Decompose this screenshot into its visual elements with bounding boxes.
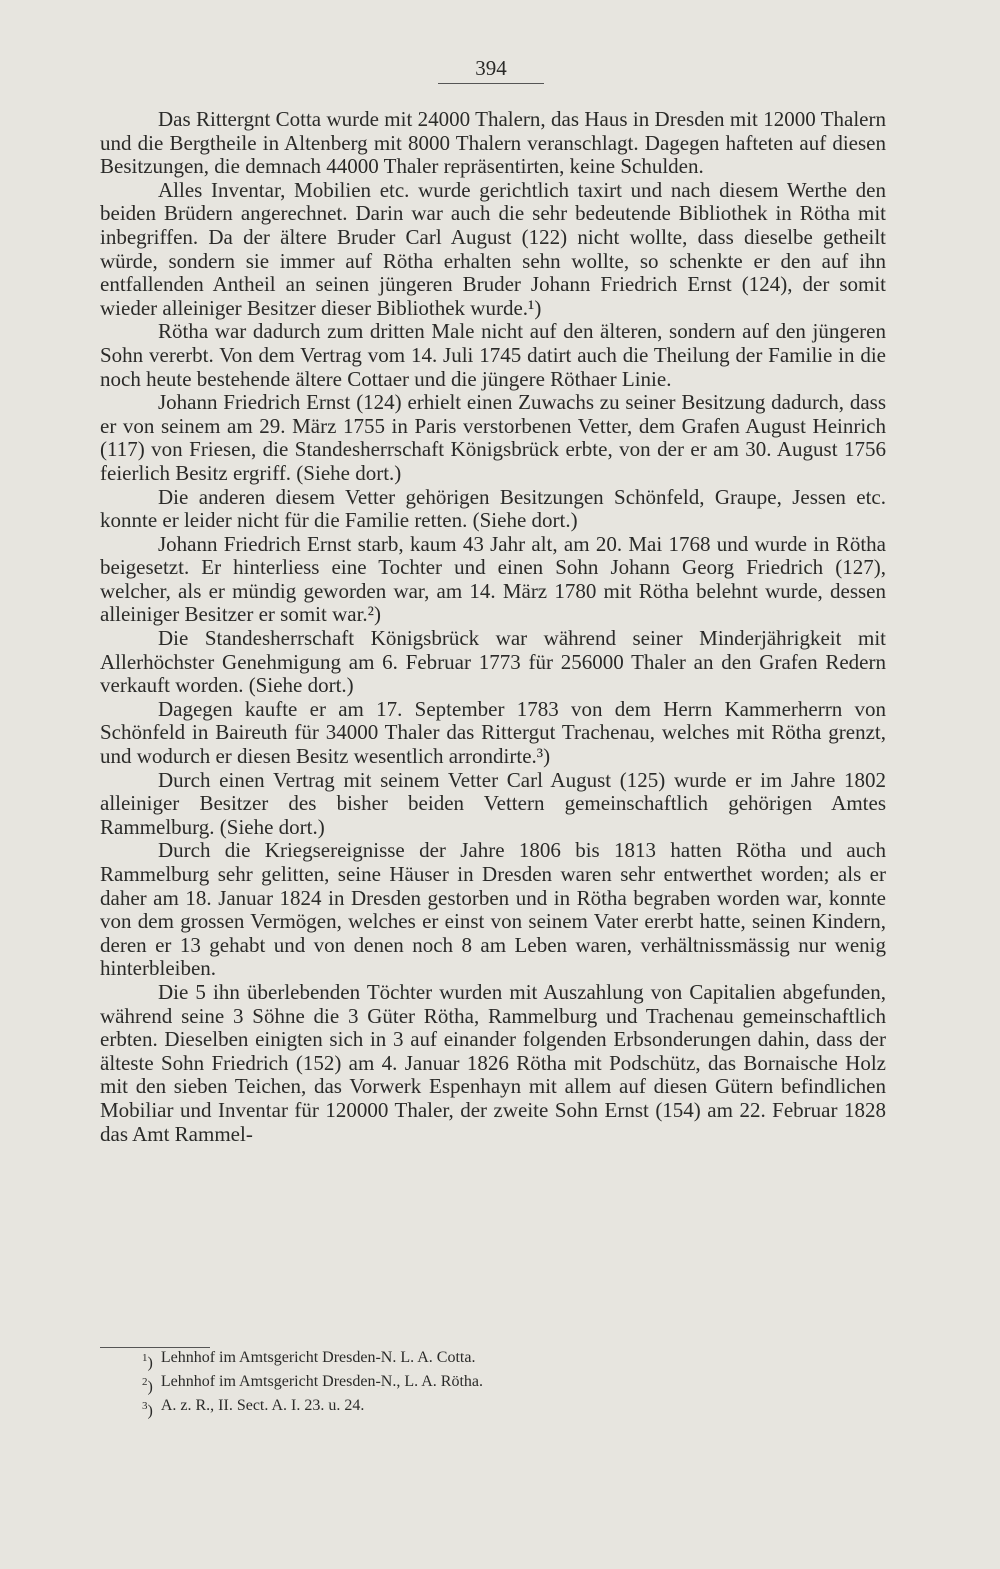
paragraph: Durch die Kriegsereignisse der Jahre 1806 bis 1813 hatten Rötha und auch Rammelburg sehr gelitten, seine Häuser in Dresden waren sehr entwerthet worden; als er daher am 18. Januar 1824 in Dresden gestorben und in Rötha begraben worden war, konnte von dem grossen Vermögen, welches er einst von seinem Vater ererbt hatte, seinen Kindern, deren er 13 gehabt und von denen noch 8 am Leben waren, verhältnissmässig nur wenig hinterbleiben. — [100, 838, 886, 981]
paragraph: Johann Friedrich Ernst starb, kaum 43 Jahr alt, am 20. Mai 1768 und wurde in Rötha beigesetzt. Er hinterliess eine Tochter und einen Sohn Johann Georg Friedrich (127), welcher, als er mündig geworden war, am 14. März 1780 mit Rötha belehnt wurde, dessen alleiniger Besitzer er somit war.²) — [100, 531, 886, 627]
paragraph: Die Standesherrschaft Königsbrück war während seiner Minderjährigkeit mit Allerhöchster Genehmigung am 6. Februar 1773 für 256000 Thaler an den Grafen Redern verkauft worden. (Siehe dort.) — [100, 626, 886, 698]
paragraph: Das Rittergnt Cotta wurde mit 24000 Thalern, das Haus in Dresden mit 12000 Thalern und die Bergtheile in Altenberg mit 8000 Thalern veranschlagt. Dagegen hafteten auf diesen Besitzungen, die demnach 44000 Thaler repräsentirten, keine Schulden. — [100, 107, 886, 179]
footnote-mark: 3 — [142, 1399, 148, 1412]
footnote-text: Lehnhof im Amtsgericht Dresden-N. L. A. Cotta. — [160, 1349, 476, 1366]
footnote-1: $^1$) Lehnhof im Amtsgericht Dresden-N. L. A. Cotta. — [142, 1349, 476, 1372]
footnote-3: $^3$) A. z. R., II. Sect. A. I. 23. u. 24. — [142, 1396, 365, 1419]
paragraph: Rötha war dadurch zum dritten Male nicht auf den älteren, sondern auf den jüngeren Sohn vererbt. Von dem Vertrag vom 14. Juli 1745 datirt auch die Theilung der Familie in die noch heute bestehende ältere Cottaer und die jüngere Röthaer Linie. — [100, 319, 886, 391]
footnote-mark: 2 — [142, 1375, 148, 1388]
paragraph: Johann Friedrich Ernst (124) erhielt einen Zuwachs zu seiner Besitzung dadurch, dass er von seinem am 29. März 1755 in Paris verstorbenen Vetter, dem Grafen August Heinrich (117) von Friesen, die Standesherrschaft Königsbrück erbte, von der er am 30. August 1756 feierlich Besitz ergriff. (Siehe dort.) — [100, 390, 886, 485]
body-text — [100, 108, 886, 1146]
paragraph: Die 5 ihn überlebenden Töchter wurden mit Auszahlung von Capitalien abgefunden, während seine 3 Söhne die 3 Güter Rötha, Rammelburg und Trachenau gemeinschaftlich erbten. Dieselben einigten sich in 3 auf einander folgenden Erbsonderungen dahin, dass der älteste Sohn Friedrich (152) am 4. Januar 1826 Rötha mit Podschütz, das Bornaische Holz mit den sieben Teichen, das Vorwerk Espenhayn mit allem auf diesen Gütern befindlichen Mobiliar und Inventar für 120000 Thaler, der zweite Sohn Ernst (154) am 22. Februar 1828 das Amt Rammel- — [100, 979, 886, 1146]
footnote-text: Lehnhof im Amtsgericht Dresden-N., L. A. Rötha. — [160, 1372, 483, 1390]
paragraph: Dagegen kaufte er am 17. September 1783 von dem Herrn Kammerherrn von Schönfeld in Baireuth für 34000 Thaler das Rittergut Trachenau, welches mit Rötha grenzt, und wodurch er diesen Besitz wesentlich arrondirte.³) — [100, 696, 886, 769]
footnotes — [142, 1349, 742, 1420]
footnote-divider — [100, 1347, 210, 1348]
page-number: 394 — [438, 56, 544, 84]
paragraph: Durch einen Vertrag mit seinem Vetter Carl August (125) wurde er im Jahre 1802 alleiniger Besitzer des bisher beiden Vettern gemeinschaftlich gehörigen Amtes Rammelburg. (Siehe dort.) — [100, 767, 886, 839]
footnote-text: A. z. R., II. Sect. A. I. 23. u. 24. — [160, 1396, 365, 1414]
paragraph: Die anderen diesem Vetter gehörigen Besitzungen Schönfeld, Graupe, Jessen etc. konnte er leider nicht für die Familie retten. (Siehe dort.) — [100, 484, 886, 533]
footnote-2: $^2$) Lehnhof im Amtsgericht Dresden-N., L. A. Rötha. — [142, 1372, 483, 1396]
paragraph: Alles Inventar, Mobilien etc. wurde gerichtlich taxirt und nach diesem Werthe den beiden Brüdern angerechnet. Darin war auch die sehr bedeutende Bibliothek in Rötha mit inbegriffen. Da der ältere Bruder Carl August (122) nicht wollte, dass dieselbe getheilt würde, sondern sie immer auf Rötha erhalten sehn wollte, so schenkte er den auf ihn entfallenden Antheil an seinen jüngeren Bruder Johann Friedrich Ernst (124), der somit wieder alleiniger Besitzer dieser Bibliothek wurde.¹) — [100, 177, 886, 320]
footnote-mark: 1 — [142, 1352, 148, 1364]
